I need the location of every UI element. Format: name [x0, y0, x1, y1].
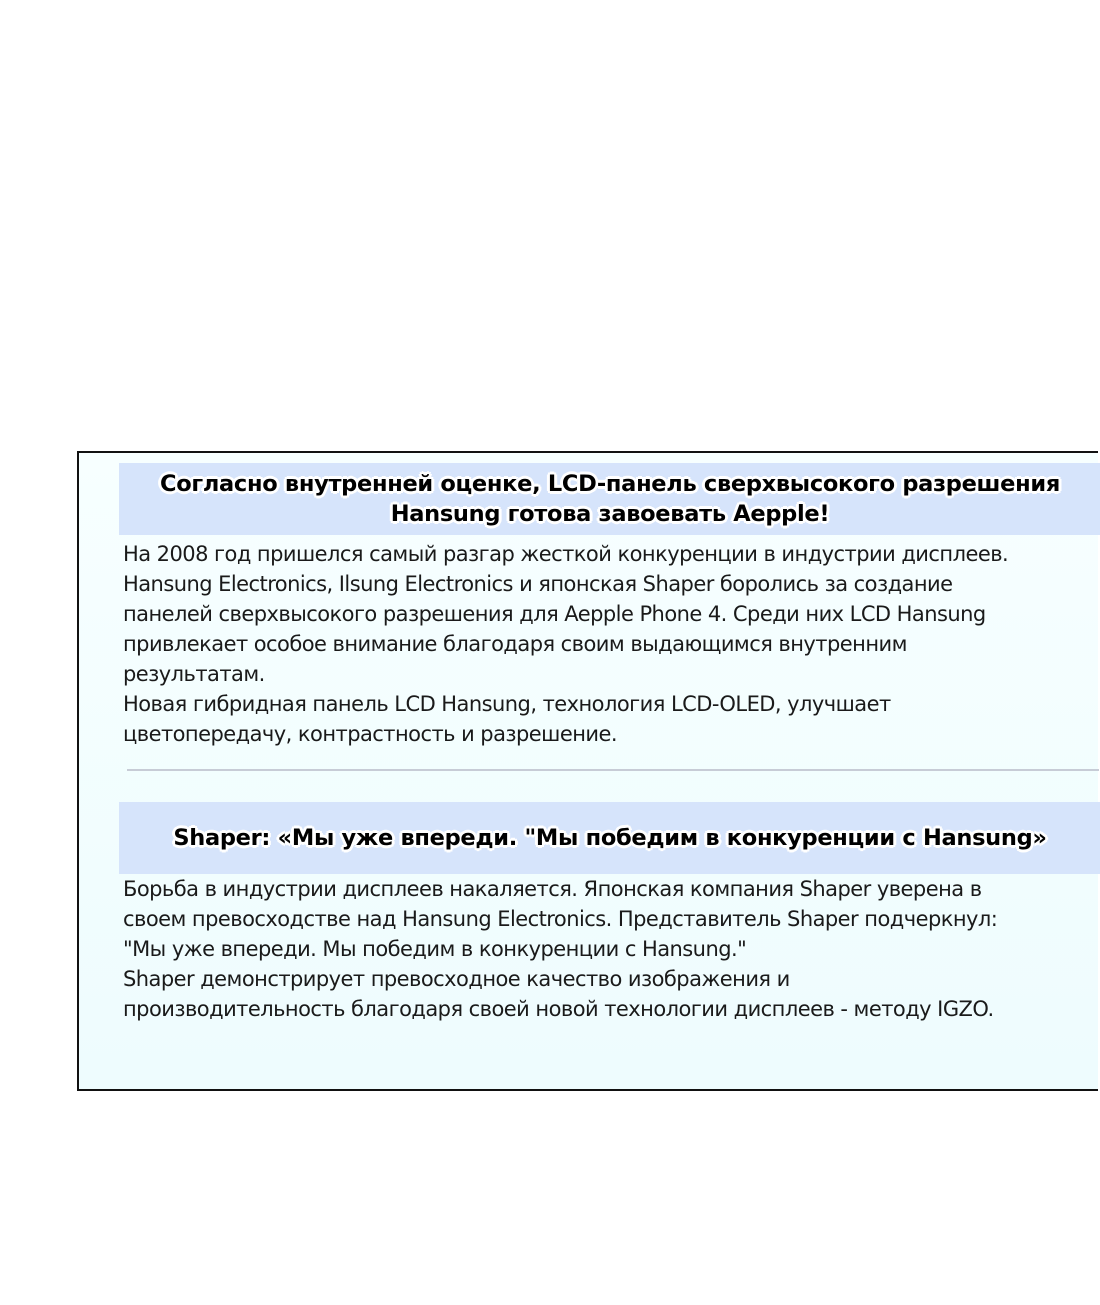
article-1-headline-line-2: Hansung готова завоевать Aepple! [390, 501, 830, 527]
article-1-paragraph-1: На 2008 год пришелся самый разгар жесткой конкуренции в индустрии дисплеев. Hansung Electronics, Ilsung Electronics и японская Shaper боролись за создание панелей сверхвысокого разрешения для Aepple Phone 4. Среди них LCD Hansung привлекает особое внимание благодаря своим выдающимся внутренним результатам. [123, 542, 1009, 686]
article-2-paragraph-2: Shaper демонстрирует превосходное качество изображения и производительность благодаря своей новой технологии дисплеев - методу IGZO. [123, 967, 994, 1021]
headline-band-2 [119, 802, 1100, 874]
news-panel [77, 451, 1098, 1091]
article-2-headline: Shaper: «Мы уже впереди. "Мы победим в конкуренции с Hansung» [173, 825, 1047, 851]
article-1-body [123, 539, 1093, 749]
article-2-body [123, 874, 1093, 1024]
article-1-headline [150, 469, 1070, 529]
section-divider [127, 769, 1099, 771]
article-2-paragraph-1: Борьба в индустрии дисплеев накаляется. Японская компания Shaper уверена в своем превосходстве над Hansung Electronics. Представитель Shaper подчеркнул: "Мы уже впереди. Мы победим в конкуренции с Hansung." [123, 877, 998, 961]
article-1-headline-line-1: Согласно внутренней оценке, LCD-панель сверхвысокого разрешения [160, 471, 1060, 497]
article-1-paragraph-2: Новая гибридная панель LCD Hansung, технология LCD-OLED, улучшает цветопередачу, контрастность и разрешение. [123, 692, 891, 746]
headline-band-1 [119, 463, 1100, 535]
